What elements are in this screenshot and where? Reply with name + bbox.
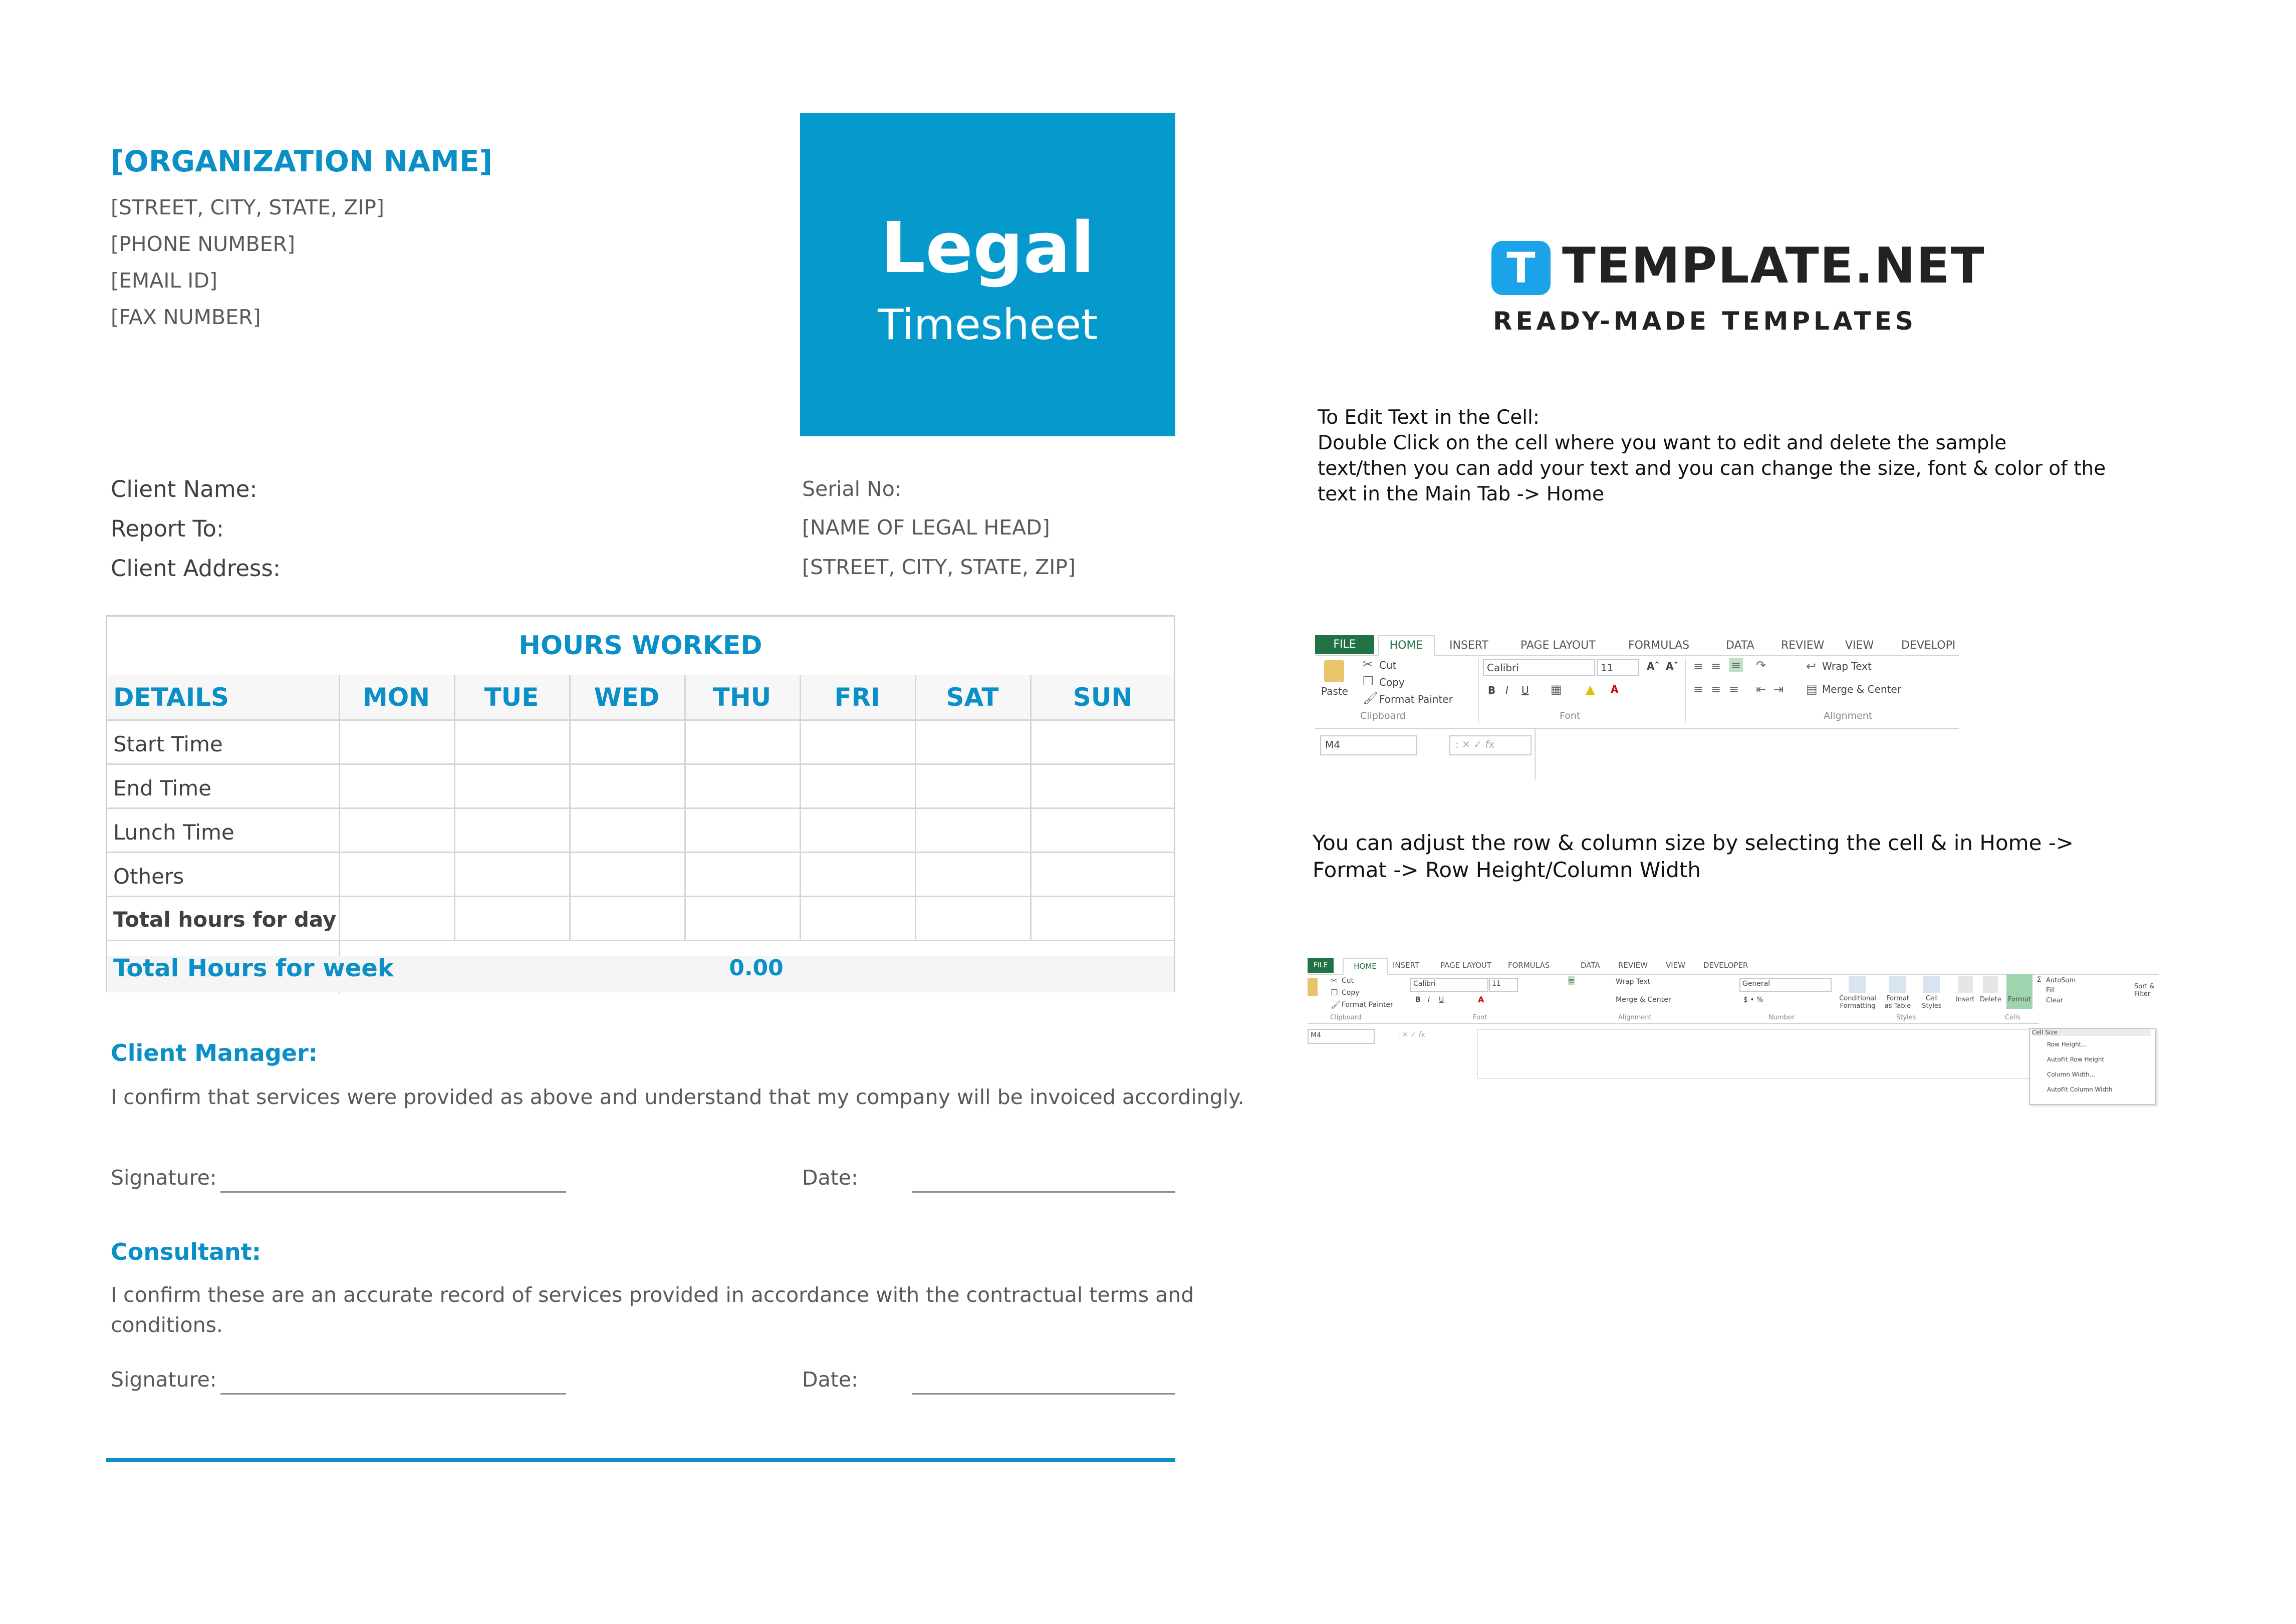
ribbon2-tab-view[interactable]: VIEW [1666,961,1685,970]
organization-phone: [PHONE NUMBER] [111,232,295,256]
ribbon2-group-font: Font [1473,1014,1487,1021]
formula-bar[interactable] [1477,1029,2030,1079]
font-color-icon[interactable]: A [1478,995,1484,1004]
formula-bar-buttons[interactable]: : ✕ ✓ fx [1398,1031,1425,1039]
ribbon2-tab-developer[interactable]: DEVELOPER [1703,961,1748,970]
ribbon2-format[interactable]: Format [2008,996,2031,1003]
ribbon1-font-size-select[interactable]: 11 [1597,659,1639,676]
cell-styles-icon[interactable] [1923,976,1940,993]
ribbon1-merge-center[interactable]: Merge & Center [1822,683,1902,695]
copy-icon[interactable]: ❐ [1363,674,1374,688]
align-left-icon[interactable]: ≡ [1693,682,1704,696]
ribbon2-sort-filter[interactable]: Sort & Filter [2134,983,2155,998]
copy-icon[interactable]: ❐ [1331,988,1338,997]
consultant-date-label: Date: [802,1368,858,1392]
ribbon2-cell-styles[interactable]: Cell Styles [1922,995,1942,1010]
consultant-signature-line[interactable] [220,1393,566,1395]
row-end-time: End Time [113,776,211,800]
ribbon1-wrap-text[interactable]: Wrap Text [1822,660,1872,672]
header-sun: SUN [1073,683,1133,712]
organization-name: [ORGANIZATION NAME] [111,144,492,178]
ribbon1-tab-file[interactable]: FILE [1315,635,1374,654]
ribbon2-cut[interactable]: Cut [1342,977,1354,985]
format-dropdown-menu [2029,1028,2156,1105]
paste-icon[interactable] [1324,660,1344,682]
address-field[interactable]: [STREET, CITY, STATE, ZIP] [802,555,1076,579]
row-total-hours-day: Total hours for day [113,907,337,932]
borders-icon[interactable]: ▦ [1551,682,1562,696]
organization-street: [STREET, CITY, STATE, ZIP] [111,195,385,219]
title-tile [800,113,1175,436]
ribbon2-format-as-table[interactable]: Format as Table [1884,995,1911,1010]
align-right-icon[interactable]: ≡ [1729,682,1739,696]
row-lunch-time: Lunch Time [113,820,234,845]
ribbon1-group-font: Font [1560,710,1581,721]
format-painter-icon[interactable]: 🖌 [1331,1000,1341,1009]
total-week-value: 0.00 [729,955,784,981]
document-title: Legal [881,207,1095,289]
align-middle-icon[interactable]: ≡ [1711,659,1721,673]
serial-no-label: Serial No: [802,477,902,501]
ribbon2-insert[interactable]: Insert [1956,996,1975,1003]
logo-letter: T [1506,243,1536,293]
header-fri: FRI [834,683,880,712]
edit-instructions-line1: To Edit Text in the Cell: [1318,406,1540,429]
consultant-statement-line2: conditions. [111,1313,223,1337]
client-address-label: Client Address: [111,555,281,582]
increase-font-icon[interactable]: Aˆ [1647,660,1660,672]
italic-icon[interactable]: I [1428,996,1430,1004]
ribbon2-group-alignment: Alignment [1618,1014,1652,1021]
edit-instructions-line3: text/then you can add your text and you can change the size, font & color of the [1318,457,2106,480]
underline-icon[interactable]: U [1439,996,1444,1004]
ribbon1-group-clipboard: Clipboard [1360,710,1406,721]
ribbon1-tab-home[interactable]: HOME [1378,635,1435,656]
template-net-brand: TEMPLATE.NET [1562,237,1985,295]
template-net-logo-icon [1491,241,1551,295]
ribbon2-clear[interactable]: Clear [2046,997,2063,1004]
ribbon1-cut[interactable]: Cut [1379,659,1397,671]
conditional-formatting-icon[interactable] [1849,976,1866,993]
client-name-label: Client Name: [111,476,258,502]
ribbon1-tab-view[interactable]: VIEW [1845,639,1874,652]
underline-icon[interactable]: U [1521,684,1529,696]
ribbon2-number-format-select[interactable]: General [1739,978,1832,992]
row-start-time: Start Time [113,732,223,756]
header-thu: THU [712,683,772,712]
ribbon2-tab-file[interactable]: FILE [1308,958,1334,973]
table-title: HOURS WORKED [519,631,762,661]
delete-cells-icon[interactable] [1983,976,1998,993]
format-as-table-icon[interactable] [1889,976,1906,993]
ribbon2-group-clipboard: Clipboard [1330,1014,1362,1021]
ribbon2-autosum[interactable]: AutoSum [2046,977,2076,984]
excel-ribbon-format-screenshot [1308,958,2159,1108]
ribbon1-group-alignment: Alignment [1824,710,1873,721]
header-tue: TUE [484,683,539,712]
header-mon: MON [362,683,430,712]
ribbon1-tab-developer[interactable]: DEVELOPI [1901,639,1956,652]
header-wed: WED [594,683,660,712]
client-manager-date-line[interactable] [912,1191,1175,1193]
client-manager-signature-line[interactable] [220,1191,566,1193]
ribbon2-font-name-select[interactable]: Calibri [1410,978,1488,992]
decrease-font-icon[interactable]: Aˇ [1666,660,1679,672]
scissors-icon[interactable]: ✂ [1363,657,1373,671]
scissors-icon[interactable]: ✂ [1331,976,1338,985]
ribbon1-tab-formulas[interactable]: FORMULAS [1628,639,1690,652]
fill-color-icon[interactable]: ▲ [1586,682,1595,696]
document-subtitle: Timesheet [878,300,1098,349]
client-manager-signature-label: Signature: [111,1166,217,1190]
indent-icon[interactable]: ⇤ [1756,682,1766,696]
menu-row-height[interactable]: Row Height... [2047,1041,2087,1048]
row-others: Others [113,864,184,889]
ribbon2-format-painter[interactable]: Format Painter [1342,1001,1393,1009]
resize-instructions-line1: You can adjust the row & column size by selecting the cell & in Home -> [1313,831,2074,855]
formula-bar-buttons[interactable]: : ✕ ✓ fx [1449,735,1532,755]
ribbon2-group-number: Number [1768,1014,1795,1021]
client-manager-date-label: Date: [802,1166,858,1190]
autosum-icon[interactable]: Σ [2037,976,2042,984]
ribbon2-tab-insert[interactable]: INSERT [1393,961,1420,970]
template-net-tagline: READY-MADE TEMPLATES [1493,307,1917,336]
ribbon2-merge-center[interactable]: Merge & Center [1616,996,1671,1004]
font-color-icon[interactable]: A [1611,683,1619,695]
wrap-text-icon[interactable]: ↩ [1806,659,1817,673]
merge-center-icon[interactable]: ▤ [1806,682,1818,696]
paste-icon[interactable] [1308,978,1318,996]
ribbon2-delete[interactable]: Delete [1980,996,2001,1003]
ribbon1-tab-review[interactable]: REVIEW [1781,639,1825,652]
ribbon1-font-name-select[interactable]: Calibri [1483,659,1595,676]
bold-icon[interactable]: B [1415,996,1421,1004]
align-bottom-icon[interactable]: ≡ [1729,658,1743,672]
outdent-icon[interactable]: ⇥ [1773,682,1784,696]
ribbon2-copy[interactable]: Copy [1342,989,1360,997]
resize-instructions-line2: Format -> Row Height/Column Width [1313,858,1701,882]
italic-icon[interactable]: I [1505,684,1508,696]
consultant-signature-label: Signature: [111,1368,217,1392]
ribbon2-tab-page-layout[interactable]: PAGE LAYOUT [1440,961,1492,970]
ribbon2-name-box[interactable]: M4 [1308,1029,1375,1044]
report-to-label: Report To: [111,515,224,542]
total-week-label: Total Hours for week [113,954,394,982]
currency-icon[interactable]: $ • % [1743,996,1763,1004]
consultant-statement-line1: I confirm these are an accurate record of services provided in accordance with the contractual terms and [111,1283,1194,1307]
client-manager-heading: Client Manager: [111,1039,318,1066]
ribbon1-tab-data[interactable]: DATA [1726,639,1754,652]
format-painter-icon[interactable]: 🖌 [1363,691,1378,705]
organization-email: [EMAIL ID] [111,268,217,293]
excel-ribbon-home-screenshot [1315,635,1959,790]
align-center-icon[interactable]: ≡ [1711,682,1721,696]
hours-worked-table [106,615,1175,992]
ribbon2-conditional-formatting[interactable]: Conditional Formatting [1839,995,1876,1010]
menu-column-width[interactable]: Column Width... [2047,1071,2096,1078]
header-sat: SAT [946,683,999,712]
insert-cells-icon[interactable] [1958,976,1973,993]
ribbon1-name-box[interactable]: M4 [1320,735,1417,755]
consultant-date-line[interactable] [912,1393,1175,1395]
organization-fax: [FAX NUMBER] [111,305,261,329]
header-details: DETAILS [113,683,229,712]
client-manager-statement: I confirm that services were provided as above and understand that my company will be invoiced accordingly. [111,1085,1244,1109]
ribbon1-format-painter[interactable]: Format Painter [1379,693,1453,705]
ribbon2-tab-review[interactable]: REVIEW [1618,961,1648,970]
ribbon2-tab-data[interactable]: DATA [1581,961,1600,970]
align-bottom-icon[interactable]: ≡ [1568,976,1575,985]
bottom-rule [106,1458,1175,1462]
ribbon1-copy[interactable]: Copy [1379,676,1405,688]
ribbon1-paste[interactable]: Paste [1321,685,1348,697]
orientation-icon[interactable]: ↷ [1756,658,1766,672]
edit-instructions-line2: Double Click on the cell where you want to edit and delete the sample [1318,432,2007,454]
ribbon1-tab-page-layout[interactable]: PAGE LAYOUT [1520,639,1596,652]
ribbon1-tab-insert[interactable]: INSERT [1449,639,1488,652]
consultant-heading: Consultant: [111,1238,262,1265]
ribbon2-font-size-select[interactable]: 11 [1489,978,1518,992]
ribbon2-fill[interactable]: Fill [2046,987,2055,994]
menu-autofit-row-height[interactable]: AutoFit Row Height [2047,1056,2105,1063]
ribbon2-group-styles: Styles [1896,1014,1916,1021]
format-cells-button[interactable] [2006,974,2032,1009]
bold-icon[interactable]: B [1488,684,1496,696]
menu-autofit-column-width[interactable]: AutoFit Column Width [2047,1086,2113,1093]
align-top-icon[interactable]: ≡ [1693,659,1704,673]
ribbon2-tab-home[interactable]: HOME [1343,958,1388,975]
ribbon2-group-cells: Cells [2005,1014,2021,1021]
legal-head-field[interactable]: [NAME OF LEGAL HEAD] [802,515,1050,539]
ribbon2-wrap-text[interactable]: Wrap Text [1616,978,1651,986]
edit-instructions-line4: text in the Main Tab -> Home [1318,483,1604,505]
menu-cell-size-heading: Cell Size [2032,1029,2151,1036]
ribbon2-tab-formulas[interactable]: FORMULAS [1508,961,1550,970]
